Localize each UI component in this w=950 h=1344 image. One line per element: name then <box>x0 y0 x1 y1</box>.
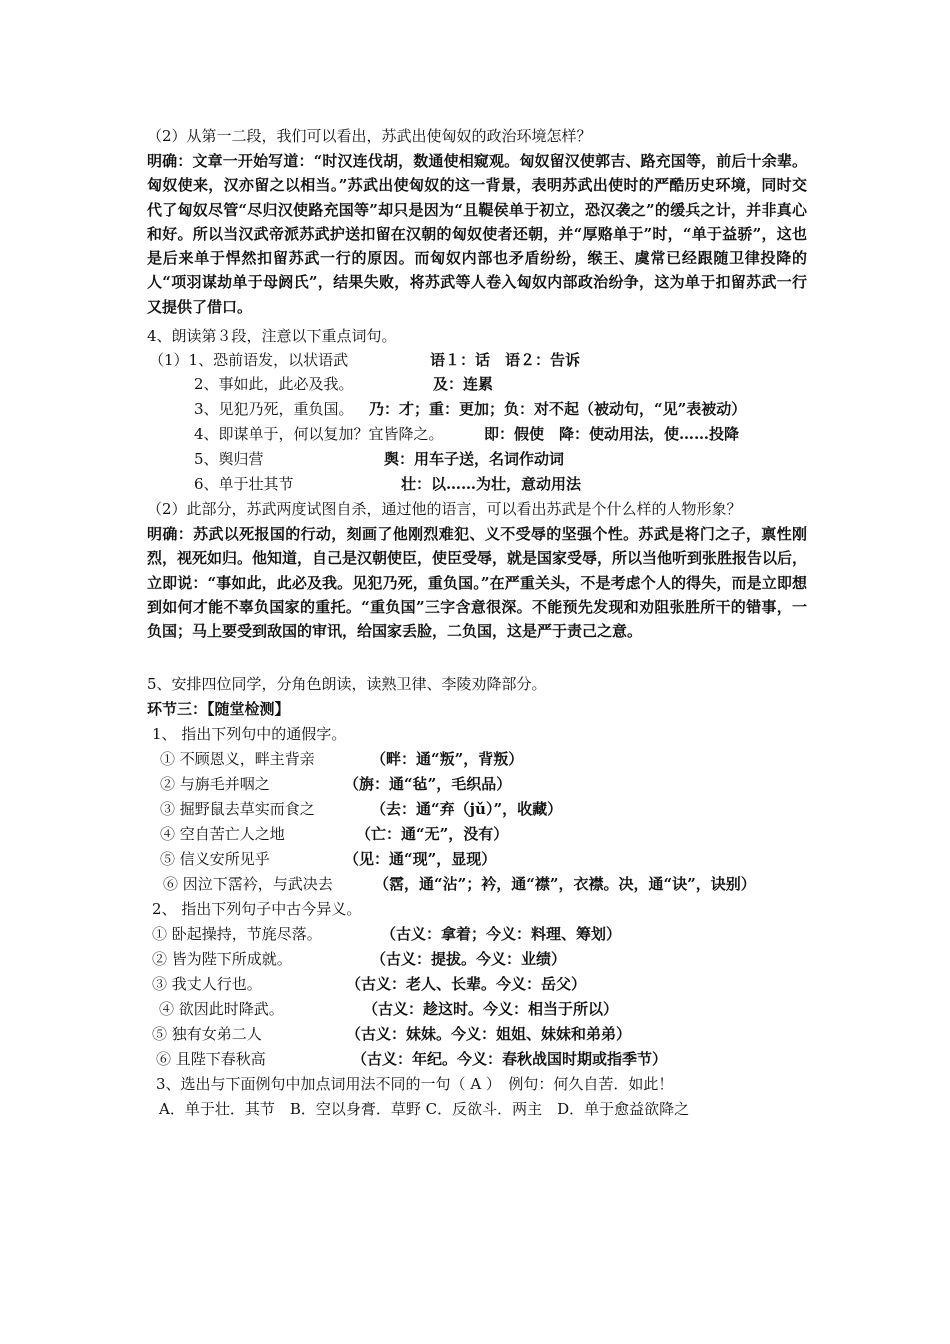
exercise-1-item-1: ① 不顾恩义，畔主背亲 <box>160 750 315 768</box>
exercise-2-answer-3: （古义：老人、长辈。今义：岳父） <box>346 975 587 993</box>
step-5-heading: 5、安排四位同学，分角色朗读，读熟卫律、李陵劝降部分。 <box>147 675 547 693</box>
exercise-3-options: A．单于壮．其节 B．空以身膏．草野 C．反欲斗．两主 D．单于愈益欲降之 <box>159 1100 690 1118</box>
exercise-2-answer-5: （古义：妹妹。今义：姐姐、妹妹和弟弟） <box>346 1025 632 1043</box>
answer-political-environment: 明确：文章一开始写道：“时汉连伐胡，数通使相窥观。匈奴留汉使郭吉、路充国等，前后十余辈。匈奴使来，汉亦留之以相当。”苏武出使匈奴的这一背景，表明苏武出使时的严酷历史环境，同时交代了匈奴尽管“尽归汉使路充国等”却只是因为“且鞮侯单于初立，恐汉袭之”的缓兵之计，并非真心和好。所以当汉武帝派苏武护送扣留在汉朝的匈奴使者还朝，并“厚赂单于”时，“单于益骄”，这也是后来单于悍然扣留苏武一行的原因。而匈奴内部也矛盾纷纷，缑王、虞常已经跟随卫律投降的人“项羽谋劫单于母阏氏”，结果失败，将苏武等人卷入匈奴内部政治纷争，这为单于扣留苏武一行又提供了借口。 <box>147 152 807 316</box>
exercise-1-item-2: ② 与旃毛并咽之 <box>160 775 270 793</box>
exercise-2-title: 2、 指出下列句子中古今异义。 <box>152 900 362 918</box>
exercise-1-answer-2: （旃：通“毡”，毛织品） <box>344 775 512 793</box>
vocab-answer-6: 壮：以……为壮，意动用法 <box>401 475 582 493</box>
vocab-item-5: 5、舆归营 <box>194 450 264 468</box>
question-political-environment: （2）从第一二段，我们可以看出，苏武出使匈奴的政治环境怎样？ <box>147 127 592 145</box>
exercise-1-answer-3: （去：通“弃（jǔ）”，收藏） <box>371 800 563 818</box>
exercise-1-item-4: ④ 空自苦亡人之地 <box>160 825 285 843</box>
vocab-answer-4: 即：假使 降：使动用法，使……投降 <box>484 425 740 443</box>
exercise-3-title: 3、选出与下面例句中加点词用法不同的一句（ A ） 例句：何久自苦．如此！ <box>156 1075 674 1093</box>
exercise-2-item-3: ③ 我丈人行也。 <box>152 975 262 993</box>
section-3-heading: 环节三：【随堂检测】 <box>147 700 290 718</box>
exercise-2-item-2: ② 皆为陛下所成就。 <box>152 950 292 968</box>
exercise-1-answer-6: （霑，通“沾”；衿，通“襟”，衣襟。决，通“诀”，诀别） <box>374 875 756 893</box>
vocab-item-1: （1）1、恐前语发，以状语武 <box>149 351 349 369</box>
vocab-answer-2: 及：连累 <box>433 375 494 393</box>
exercise-1-item-3: ③ 掘野鼠去草实而食之 <box>160 800 315 818</box>
exercise-2-answer-2: （古义：提拔。今义：业绩） <box>371 950 567 968</box>
vocab-item-2: 2、事如此，此必及我。 <box>194 375 354 393</box>
vocab-item-6: 6、单于壮其节 <box>194 475 294 493</box>
exercise-2-answer-4: （古义：趁这时。今义：相当于所以） <box>363 1000 619 1018</box>
exercise-1-answer-1: （畔：通“叛”，背叛） <box>371 750 524 768</box>
exercise-1-title: 1、 指出下列句中的通假字。 <box>152 725 347 743</box>
vocab-answer-1: 语１：话 语２：告诉 <box>430 351 581 369</box>
vocab-answer-5: 舆：用车子送，名词作动词 <box>384 450 565 468</box>
exercise-2-item-6: ⑥ 且陛下春秋高 <box>156 1050 266 1068</box>
answer-character-image: 明确：苏武以死报国的行动，刻画了他刚烈难犯、义不受辱的坚强个性。苏武是将门之子，禀性刚烈，视死如归。他知道，自己是汉朝使臣，使臣受辱，就是国家受辱，所以当他听到张胜报告以后，立即说：“事如此，此必及我。见犯乃死，重负国。”在严重关头，不是考虑个人的得失，而是立即想到如何才能不辜负国家的重托。“重负国”三字含意很深。不能预先发现和劝阻张胜所干的错事，一负国；马上要受到敌国的审讯，给国家丢脸，二负国，这是严于责己之意。 <box>147 525 808 641</box>
exercise-1-answer-4: （亡：通“无”，没有） <box>356 825 509 843</box>
exercise-2-answer-1: （古义：拿着；今义：料理、筹划） <box>381 925 622 943</box>
exercise-1-answer-5: （见：通“现”，显现） <box>344 850 497 868</box>
exercise-2-answer-6: （古义：年纪。今义：春秋战国时期或指季节） <box>352 1050 668 1068</box>
question-character-image: （2）此部分，苏武两度试图自杀，通过他的语言，可以看出苏武是个什么样的人物形象？ <box>147 500 742 518</box>
exercise-1-item-6: ⑥ 因泣下霑衿，与武决去 <box>163 875 333 893</box>
exercise-2-item-4: ④ 欲因此时降武。 <box>159 1000 284 1018</box>
step-4-heading: 4、朗读第３段，注意以下重点词句。 <box>147 327 397 345</box>
vocab-item-4: 4、即谋单于，何以复加？宜皆降之。 <box>194 425 444 443</box>
vocab-answer-3: 乃：才；重：更加；负：对不起（被动句，“见”表被动） <box>369 400 747 418</box>
exercise-2-item-5: ⑤ 独有女弟二人 <box>152 1025 262 1043</box>
exercise-1-item-5: ⑤ 信义安所见乎 <box>160 850 270 868</box>
vocab-item-3: 3、见犯乃死，重负国。 <box>194 400 354 418</box>
exercise-2-item-1: ① 卧起操持，节旄尽落。 <box>152 925 322 943</box>
